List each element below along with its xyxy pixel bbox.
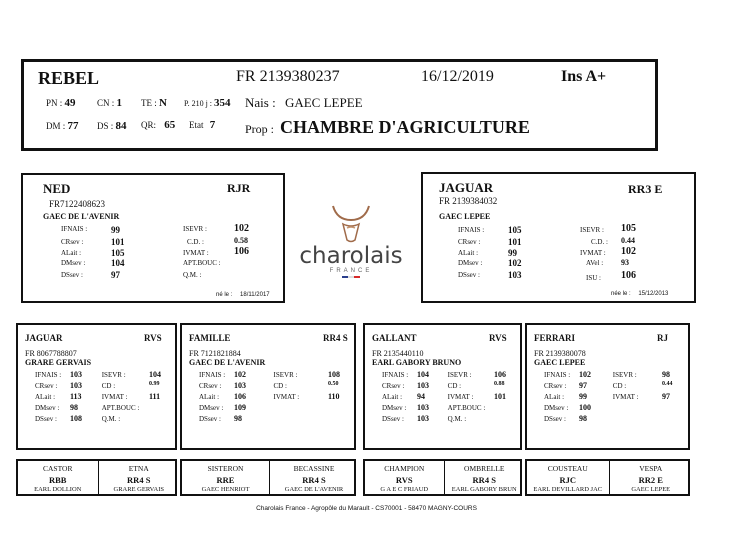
born-label: né le : [216,292,233,298]
p210-label: P. 210 j : [184,99,213,108]
gp-name: FERRARI [534,333,576,343]
value-crsev: 103 [234,381,246,390]
value-dmsev: 104 [111,258,125,268]
value-cd: 0.44 [662,381,673,387]
gp-id: FR 2139380078 [534,349,586,358]
value-dssev: 97 [111,270,120,280]
value-isevr: 105 [621,223,636,234]
ggp-name: BECASSINE [293,464,335,473]
label-dssev: DSsev : [35,415,57,423]
label-isevr: ISEVR : [101,371,126,379]
value-isevr: 106 [494,370,506,379]
value-cd: 0.99 [149,381,160,387]
label-qm: Q.M. : [447,415,467,423]
grandparent-card [525,323,690,450]
dm-value: 77 [67,120,79,132]
value-cd: 0.58 [234,236,248,245]
charolais-logo [291,200,411,300]
grandparent-card [180,323,356,450]
ds-value: 84 [115,120,127,132]
label-apt-bouc: APT.BOUC : [183,259,221,267]
label-dmsev: DMsev : [61,259,86,267]
label-dmsev: DMsev : [458,259,483,267]
label-cd: CD : [273,382,287,390]
value-dmsev: 109 [234,403,246,412]
great-grandparent [527,461,610,494]
label-alait: ALait : [199,393,220,401]
cn-label: CN : [97,98,115,108]
born-label: née le : [611,291,631,297]
grandparent-card [363,323,522,450]
value-crsev: 97 [579,381,587,390]
qr-label: QR: [141,120,157,130]
dam-name: JAGUAR [439,180,494,195]
label-dssev: DSsev : [61,271,83,279]
te-label: TE : [141,98,157,108]
great-grandparent [445,461,525,494]
ggp-code: RVS [395,475,413,485]
label-crsev: CRsev : [544,382,567,390]
ggp-owner: GAEC DE L'AVENIR [284,486,344,493]
value-alait: 99 [508,248,517,258]
great-grandparent [365,461,445,494]
gp-name: GALLANT [372,333,417,343]
label-dssev: DSsev : [544,415,566,423]
gp-code: RR4 S [323,333,348,343]
dam-card [421,172,696,303]
prop-label: Prop : [245,122,275,136]
label-ivmat: IVMAT : [183,249,209,257]
label-ifnais: IFNAIS : [544,371,571,379]
prop-value: CHAMBRE D'AGRICULTURE [280,117,530,137]
nais-value: GAEC LEPEE [284,95,363,110]
value-ifnais: 105 [508,225,522,235]
sire-id: FR7122408623 [49,199,106,209]
grandparent-card [16,323,177,450]
born-date: 18/11/2017 [240,292,270,298]
gp-breeder: GRARE GERVAIS [25,358,92,367]
gp-name: JAGUAR [25,333,63,343]
value-dssev: 98 [579,414,587,423]
value-alait: 99 [579,392,587,401]
great-grandparents-pair [180,459,356,496]
main-animal-card [21,59,658,151]
ggp-code: RJC [559,475,577,485]
label-crsev: CRsev : [199,382,222,390]
label-cd: CD : [612,382,627,390]
label-ivmat: IVMAT : [101,393,128,401]
label-alait: ALait : [35,393,56,401]
logo-word: charolais [299,243,403,269]
sire-name: NED [43,181,71,196]
gp-code: RVS [489,333,507,343]
value-cd: 0.88 [494,381,505,387]
label-ivmat: IVMAT : [580,249,606,257]
value-isevr: 108 [328,370,340,379]
label-crsev: CRsev : [382,382,405,390]
animal-date: 16/12/2019 [421,68,494,85]
value-isevr: 102 [234,223,249,234]
great-grandparents-pair [363,459,522,496]
value-crsev: 101 [508,237,522,247]
p210-value: 354 [214,97,231,109]
great-grandparent [18,461,99,494]
dam-id: FR 2139384032 [439,196,498,206]
ggp-code: RR4 S [127,475,151,485]
index-ins: Ins A+ [561,68,607,85]
sire-breeder: GAEC DE L'AVENIR [43,212,120,221]
value-cd: 0.44 [621,236,635,245]
animal-id: FR 2139380237 [236,68,340,85]
gp-breeder: EARL GABORY BRUNO [372,358,462,367]
ggp-name: SISTERON [207,464,244,473]
ggp-name: COUSTEAU [547,464,588,473]
value-crsev: 101 [111,237,125,247]
label-cd: CD : [447,382,462,390]
ggp-owner: GRARE GERVAIS [113,486,164,493]
gp-id: FR 2135440110 [372,349,424,358]
bull-head-icon [329,200,373,244]
ggp-owner: G A E C FRIAUD [380,486,429,493]
value-ifnais: 103 [70,370,82,379]
value-ifnais: 102 [579,370,591,379]
label-crsev: CRsev : [458,238,481,246]
label-apt-bouc: APT.BOUC : [447,404,486,412]
great-grandparent [182,461,270,494]
value-alait: 106 [234,392,246,401]
label-isevr: ISEVR : [580,226,604,234]
label-alait: ALait : [544,393,565,401]
label-qm: Q.M. : [101,415,121,423]
value-crsev: 103 [70,381,82,390]
great-grandparents-pair [525,459,690,496]
nais-label: Nais : [245,95,276,110]
born-date: 15/12/2013 [638,291,669,297]
ggp-code: RR4 S [302,475,326,485]
pn-label: PN : [46,98,63,108]
sire-card [21,173,285,303]
gp-breeder: GAEC LEPEE [534,358,586,367]
pn-value: 49 [64,97,76,109]
ggp-name: OMBRELLE [464,464,505,473]
gp-name: FAMILLE [189,333,231,343]
label-alait: ALait : [382,393,403,401]
label-cd: C.D. : [591,238,608,246]
footer-address: Charolais France - Agropôle du Marault - CS70001 - 58470 MAGNY-COURS [256,505,477,512]
value-alait: 113 [70,392,82,401]
value-ifnais: 104 [417,370,429,379]
value-isevr: 104 [149,370,161,379]
label-dssev: DSsev : [382,415,404,423]
animal-name: REBEL [38,68,100,88]
label-dmsev: DMsev : [382,404,407,412]
value-dssev: 108 [70,414,82,423]
ggp-name: VESPA [639,464,663,473]
value-ivmat: 102 [621,246,636,257]
ggp-owner: GAEC HENRIOT [201,486,250,493]
sire-code: RJR [227,181,251,195]
value-ivmat: 111 [149,392,161,401]
gp-id: FR 8067788807 [25,349,77,358]
label-dmsev: DMsev : [199,404,224,412]
label-ifnais: IFNAIS : [458,226,485,234]
gp-code: RVS [144,333,162,343]
value-ifnais: 99 [111,225,120,235]
te-value: N [159,97,167,109]
value-dmsev: 100 [579,403,591,412]
value-dmsev: 102 [508,258,522,268]
etat-label: Etat [189,120,204,130]
ggp-code: RR2 E [638,475,663,485]
dam-code: RR3 E [628,182,663,196]
label-avel: AVel : [586,259,604,267]
label-crsev: CRsev : [61,238,84,246]
label-ifnais: IFNAIS : [61,225,88,233]
label-isevr: ISEVR : [612,371,637,379]
label-crsev: CRsev : [35,382,58,390]
label-dssev: DSsev : [458,271,480,279]
great-grandparent [610,461,693,494]
label-alait: ALait : [61,249,82,257]
great-grandparent [270,461,358,494]
label-isevr: ISEVR : [273,371,298,379]
value-ifnais: 102 [234,370,246,379]
value-alait: 94 [417,392,425,401]
label-dmsev: DMsev : [544,404,569,412]
value-dssev: 98 [234,414,242,423]
ggp-owner: EARL DOLLION [34,486,82,493]
label-qm: Q.M. : [183,271,202,279]
value-isu: 106 [621,270,636,281]
label-isevr: ISEVR : [447,371,472,379]
value-crsev: 103 [417,381,429,390]
great-grandparent [99,461,180,494]
value-ivmat: 110 [328,392,340,401]
logo-sub: FRANCE [329,268,373,274]
gp-code: RJ [657,333,668,343]
label-apt-bouc: APT.BOUC : [101,404,140,412]
value-alait: 105 [111,248,125,258]
label-dssev: DSsev : [199,415,221,423]
dm-label: DM : [46,121,66,131]
label-alait: ALait : [458,249,479,257]
ggp-code: RBB [49,475,67,485]
label-ivmat: IVMAT : [612,393,639,401]
value-dssev: 103 [508,270,522,280]
ggp-name: CHAMPION [384,464,425,473]
label-ifnais: IFNAIS : [382,371,409,379]
qr-value: 65 [164,119,176,131]
label-cd: C.D. : [187,238,204,246]
ggp-code: RR4 S [472,475,496,485]
ggp-owner: EARL DEVILLARD JAC [533,486,603,493]
label-ivmat: IVMAT : [273,393,300,401]
value-dssev: 103 [417,414,429,423]
ggp-code: RRE [216,475,235,485]
ds-label: DS : [97,121,114,131]
dam-breeder: GAEC LEPEE [439,212,491,221]
value-ivmat: 101 [494,392,506,401]
value-ivmat: 106 [234,246,249,257]
value-dmsev: 103 [417,403,429,412]
label-isu: ISU : [586,274,601,282]
cn-value: 1 [116,97,123,109]
gp-breeder: GAEC DE L'AVENIR [189,358,266,367]
ggp-name: ETNA [128,464,149,473]
value-isevr: 98 [662,370,670,379]
label-ifnais: IFNAIS : [199,371,226,379]
ggp-name: CASTOR [43,464,73,473]
ggp-owner: EARL GABORY BRUN [451,486,517,493]
value-cd: 0.50 [328,381,339,387]
value-ivmat: 97 [662,392,670,401]
label-isevr: ISEVR : [183,225,207,233]
value-avel: 93 [621,258,629,267]
great-grandparents-pair [16,459,177,496]
label-cd: CD : [101,382,116,390]
label-ifnais: IFNAIS : [35,371,62,379]
gp-id: FR 7121821884 [189,349,241,358]
ggp-owner: GAEC LEPEE [631,486,671,493]
french-flag-icon [342,276,360,278]
label-dmsev: DMsev : [35,404,60,412]
etat-value: 7 [209,119,216,131]
label-ivmat: IVMAT : [447,393,474,401]
value-dmsev: 98 [70,403,78,412]
